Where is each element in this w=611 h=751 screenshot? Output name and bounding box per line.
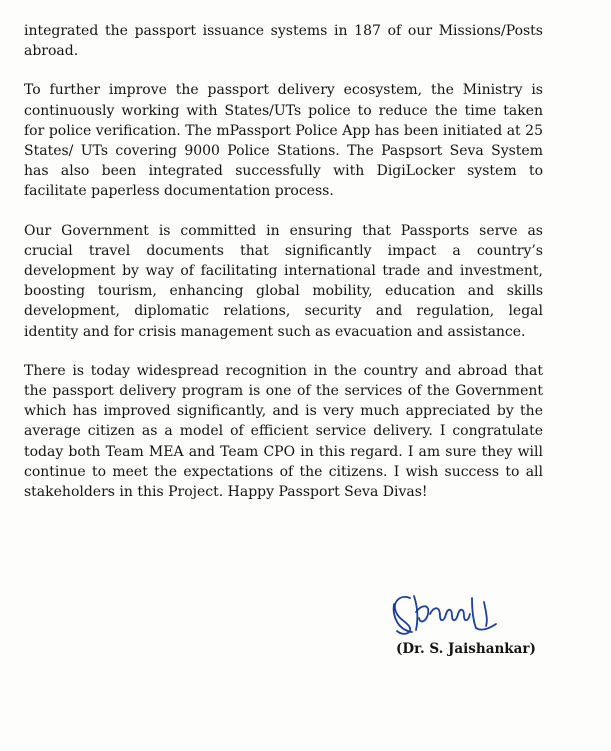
paragraph-passport-issuance: integrated the passport issuance systems in 187 of our Missions/Posts abroad. — [24, 23, 543, 60]
paragraph-recognition: There is today widespread recognition in the country and abroad that the passport delivery program is one of the services of the Government which has improved significantly, and is very much appreciated by the average citizen as a model of efficient service delivery. I congratulate today both Team MEA and Team CPO in this regard. I am sure they will continue to meet the expectations of the citizens. I wish success to all stakeholders in this Project. Happy Passport Seva Divas! — [24, 362, 543, 501]
paragraph-government-commitment: Our Government is committed in ensuring that Passports serve as crucial travel documents that significantly impact a country’s development by way of facilitating international trade and investment, boosting tourism, enhancing global mobility, education and skills development, diplomatic relations, security and regulation, legal identity and for crisis management such as evacuation and assistance. — [24, 222, 543, 340]
signatory-name: (Dr. S. Jaishankar) — [396, 641, 536, 657]
handwritten-signature — [388, 590, 528, 638]
letter-body — [24, 21, 543, 521]
paragraph-police-verification: To further improve the passport delivery ecosystem, the Ministry is continuously working with States/UTs police to reduce the time taken for police verification. The mPassport Police App has been initiated at 25 States/ UTs covering 9000 Police Stations. The Paspsort Seva System has also been integrated successfully with DigiLocker system to facilitate paperless documentation process. — [24, 82, 543, 200]
signature-block — [388, 590, 558, 660]
